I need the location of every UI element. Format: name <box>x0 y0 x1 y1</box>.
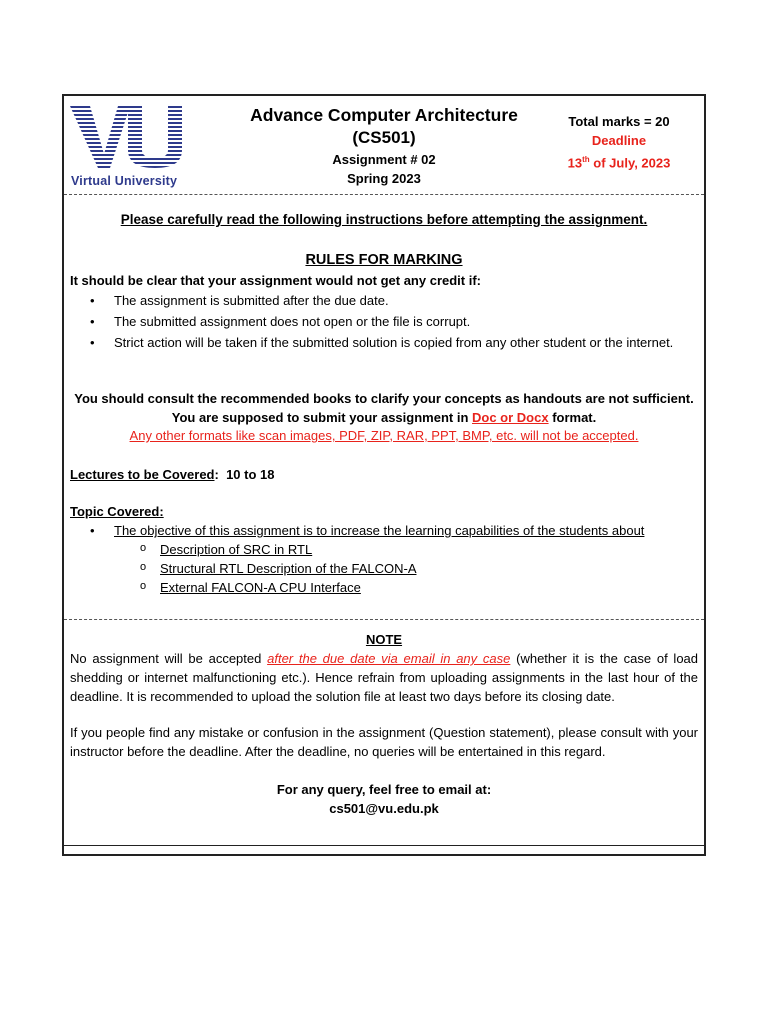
logo-text: Virtual University <box>71 174 178 188</box>
rule-item: • The submitted assignment does not open or the file is corrupt. <box>70 312 698 331</box>
note-section <box>64 620 704 850</box>
assignment-number: Assignment # 02 <box>332 152 436 167</box>
topics-list <box>70 521 698 597</box>
rule-item: • Strict action will be taken if the submitted solution is copied from any other student or the internet. <box>70 333 698 352</box>
course-code: (CS501) <box>352 128 416 147</box>
vu-logo <box>68 102 188 186</box>
topic-item: o Structural RTL Description of the FALCON-A <box>70 559 698 578</box>
deadline-rest: of July, 2023 <box>589 155 671 171</box>
lectures-colon: : <box>214 467 227 482</box>
topics-objective: • The objective of this assignment is to increase the learning capabilities of the students about <box>70 521 698 540</box>
deadline-label: Deadline <box>591 133 647 148</box>
deadline-date <box>554 150 684 172</box>
topic-item: o External FALCON-A CPU Interface <box>70 578 698 597</box>
rules-intro: It should be clear that your assignment would not get any credit if: <box>70 273 481 288</box>
note-p1-red: after the due date via email in any case <box>267 651 511 666</box>
rules-heading: RULES FOR MARKING <box>305 252 463 268</box>
deadline-sup: th <box>582 155 590 164</box>
topic-item: o Description of SRC in RTL <box>70 540 698 559</box>
consult-line-2-post: format. <box>548 410 597 425</box>
consult-line-2-pre: You are supposed to submit your assignment in <box>171 410 472 425</box>
formats-warning: Any other formats like scan images, PDF, ZIP, RAR, PPT, BMP, etc. will not be accepted. <box>129 428 639 443</box>
total-marks: Total marks = 20 <box>568 114 670 129</box>
semester: Spring 2023 <box>347 171 421 186</box>
note-paragraph-2: If you people find any mistake or confusion in the assignment (Question statement), please consult with your instructor before the deadline. After the deadline, no queries will be entertained in this regard. <box>70 725 698 759</box>
note-p1-pre: No assignment will be accepted <box>70 651 268 666</box>
instructions-heading: Please carefully read the following instructions before attempting the assignment. <box>120 212 648 227</box>
lectures-value: 10 to 18 <box>226 467 275 482</box>
topics-label: Topic Covered: <box>70 504 164 519</box>
deadline-day: 13 <box>567 155 583 171</box>
lectures-label: Lectures to be Covered <box>70 467 215 482</box>
format-highlight: Doc or Docx <box>472 410 549 425</box>
header-center <box>214 104 554 188</box>
lectures-covered <box>70 465 698 484</box>
query-line: For any query, feel free to email at: <box>276 782 492 797</box>
rule-item: • The assignment is submitted after the due date. <box>70 291 698 310</box>
document-frame <box>62 94 706 856</box>
instructions-section <box>64 194 704 620</box>
consult-line-2 <box>70 408 698 427</box>
note-p1-post: (whether it is the case of load shedding or internet malfunctioning etc.). Hence refrain from uploading assignments in the last hour of the deadline. It is recommended to upload the solution file at least two days before its closing date. <box>70 651 699 704</box>
header-right <box>554 112 684 172</box>
rules-list <box>70 291 698 352</box>
consult-line-1: You should consult the recommended books to clarify your concepts as handouts are not sufficient. <box>74 391 694 406</box>
query-email[interactable]: cs501@vu.edu.pk <box>329 801 439 816</box>
document-header <box>64 96 704 195</box>
course-title: Advance Computer Architecture <box>250 105 518 125</box>
note-paragraph-1 <box>70 649 698 706</box>
vu-logo-icon <box>68 102 188 172</box>
note-heading: NOTE <box>365 632 403 647</box>
